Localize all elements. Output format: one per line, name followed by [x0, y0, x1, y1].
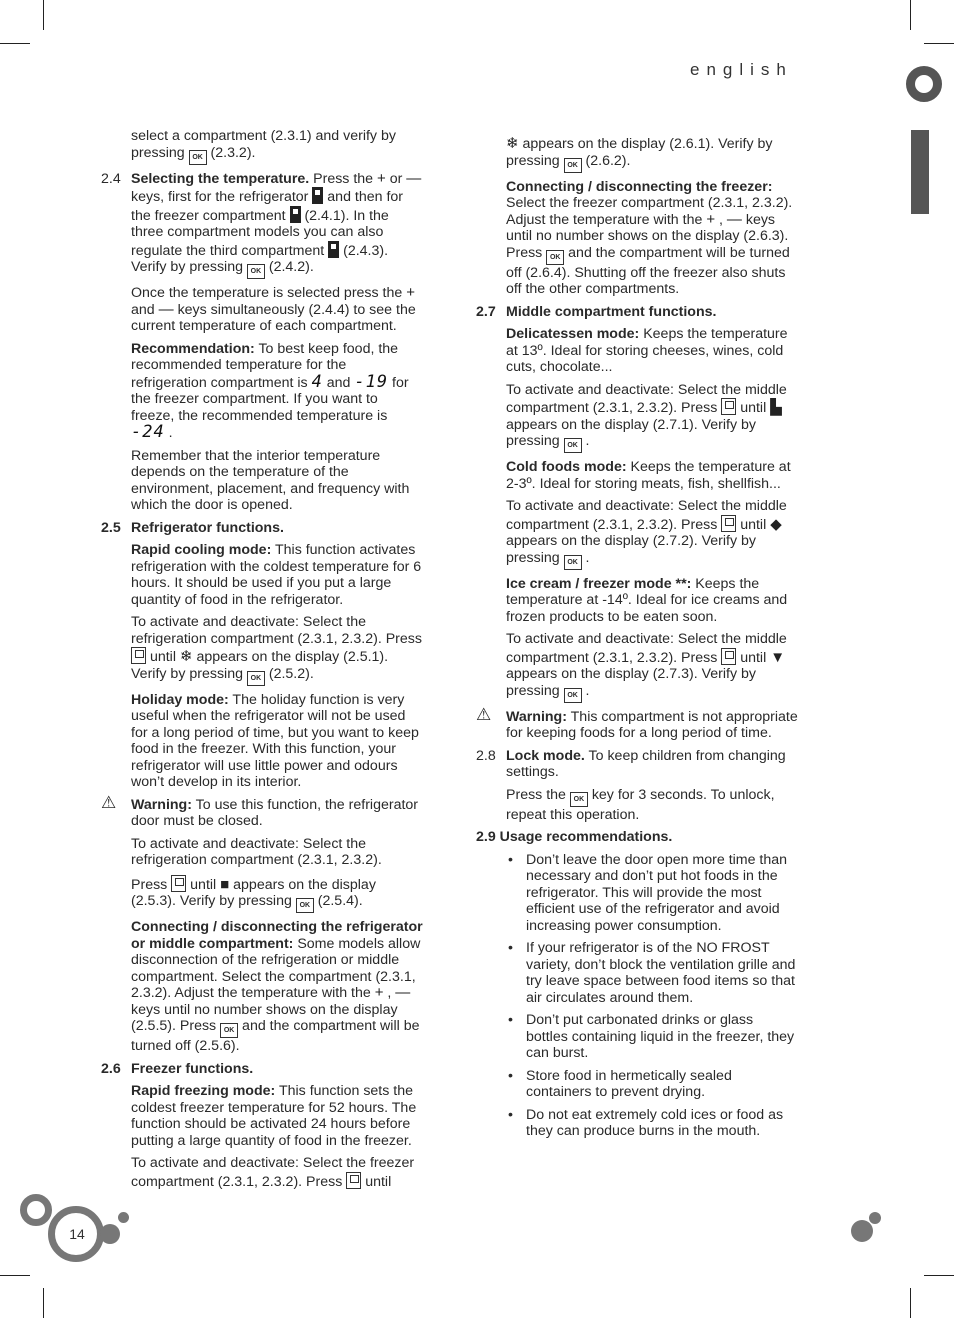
- holiday-mode: Holiday mode: The holiday function is very useful when the refrigerator will not be used for a long period of time, but you want to keep food in the freezer. With this function, your refrigerator will use little power and odours won’t develop in its interior.: [131, 691, 419, 790]
- plus-icon: +: [406, 284, 415, 301]
- section-2-7: 2.7 Middle compartment functions.: [476, 303, 717, 320]
- paragraph: Press until ■ appears on the display (2.5.3). Verify by pressing OK (2.5.4).: [101, 875, 423, 914]
- paragraph: To activate and deactivate: Select the middle compartment (2.3.1, 2.3.2). Press until ▙ appears on the display (2.7.1). Verify by pressing OK .: [476, 382, 798, 454]
- paragraph: Once the temperature is selected press the + and — keys simultaneously (2.4.4) to see the current temperature of each compartment.: [131, 284, 416, 334]
- rapid-cooling: Rapid cooling mode: This function activates refrigeration with the coldest temperature for 6 hours. It should be used if you put a large quantity of food in the refrigerator.: [131, 542, 422, 608]
- minus-icon: —: [726, 210, 742, 228]
- ok-key-icon: OK: [189, 150, 207, 165]
- middle-compartment-icon: [328, 241, 339, 258]
- warning: ⚠ Warning: This compartment is not appropriate for keeping foods for a long period of time.: [476, 704, 798, 741]
- right-column: [476, 136, 798, 1146]
- ok-key-icon: OK: [296, 898, 314, 913]
- select-key-icon: [721, 398, 736, 415]
- minus-icon: —: [158, 300, 174, 318]
- warning: ⚠ Warning: To use this function, the refrigerator door must be closed.: [101, 792, 419, 829]
- select-key-icon: [346, 1172, 361, 1189]
- fridge-compartment-icon: [312, 187, 323, 204]
- list-item: • Do not eat extremely cold ices or food as they can produce burns in the mouth.: [506, 1107, 798, 1140]
- page-number: 14: [69, 1226, 85, 1242]
- ok-key-icon: OK: [247, 264, 265, 279]
- recommendation-list: [506, 852, 798, 1140]
- plus-icon: +: [374, 984, 384, 1001]
- paragraph: ❄ appears on the display (2.6.1). Verify by pressing OK (2.6.2).: [476, 136, 798, 173]
- section-2-8: 2.8 Lock mode. To keep children from changing settings.: [476, 747, 786, 780]
- paragraph: To activate and deactivate: Select the middle compartment (2.3.1, 2.3.2). Press until ▼ appears on the display (2.7.3). Verify by pressing OK .: [476, 631, 798, 703]
- paragraph: Press the OK key for 3 seconds. To unlock, repeat this operation.: [506, 786, 775, 823]
- decor-circle: [20, 1194, 52, 1226]
- select-key-icon: [171, 875, 186, 892]
- plus-icon: +: [706, 210, 716, 228]
- decor-dot: [851, 1220, 873, 1242]
- ice-cream-icon: ▼: [770, 648, 786, 666]
- snowflake-icon: ❄: [179, 648, 193, 665]
- select-key-icon: [721, 648, 736, 665]
- connecting-freezer: Connecting / disconnecting the freezer: Select the freezer compartment (2.3.1, 2.3.2). Adjust the temperature with the + , — keys until no number shows on the display (2.6.3). Press OK and the compartment will be turned off (2.6.4). Shutting off the freezer also shuts off the other compartments.: [506, 178, 793, 297]
- crop-mark: [924, 43, 954, 44]
- bottle-icon: ▙: [770, 399, 782, 416]
- decor-circle: [906, 66, 942, 102]
- list-item: • Store food in hermetically sealed containers to prevent drying.: [506, 1068, 798, 1101]
- paragraph: To activate and deactivate: Select the refrigeration compartment (2.3.1, 2.3.2). Press until ❄ appears on the display (2.5.1). Verify by pressing OK (2.5.2).: [101, 614, 423, 686]
- crop-mark: [910, 0, 911, 30]
- ok-key-icon: OK: [546, 250, 564, 265]
- ok-key-icon: OK: [564, 158, 582, 173]
- list-item: • Don’t leave the door open more time than necessary and don’t put hot foods in the refrigerator. This will provide the most efficient use of the refrigerator and avoid increasing power consumption.: [506, 852, 798, 935]
- crop-mark: [924, 1275, 954, 1276]
- crop-mark: [43, 0, 44, 30]
- display-value: -19: [354, 371, 389, 392]
- ok-key-icon: OK: [564, 555, 582, 570]
- section-2-9: 2.9 Usage recommendations.: [476, 829, 673, 845]
- paragraph: Remember that the interior temperature depends on the temperature of the environment, placement, and frequency with which the door is opened.: [131, 447, 410, 513]
- ok-key-icon: OK: [220, 1023, 238, 1038]
- section-2-5: 2.5 Refrigerator functions.: [101, 519, 284, 536]
- crop-mark: [0, 43, 30, 44]
- rapid-freezing: Rapid freezing mode: This function sets the coldest freezer temperature for 52 hours. The function should be activated 24 hours before putting a large quantity of food in the freezer.: [131, 1083, 417, 1149]
- warning-icon: ⚠: [101, 792, 117, 812]
- section-2-6: 2.6 Freezer functions.: [101, 1060, 254, 1077]
- delicatessen-mode: Delicatessen mode: Keeps the temperature at 13º. Ideal for storing cheeses, wines, cold cuts, chocolate...: [506, 326, 788, 375]
- list-item: • Don’t put carbonated drinks or glass bottles containing liquid in the freezer, they can burst.: [506, 1012, 798, 1062]
- fish-icon: ◆: [770, 515, 782, 533]
- cold-foods-mode: Cold foods mode: Keeps the temperature at 2-3º. Ideal for storing meats, fish, shellfish...: [506, 459, 791, 492]
- language-label: english: [690, 60, 793, 79]
- ice-cream-mode: Ice cream / freezer mode **: Keeps the temperature at -14º. Ideal for ice creams and frozen products to be eaten soon.: [506, 575, 788, 625]
- ok-key-icon: OK: [564, 438, 582, 453]
- section-2-4: 2.4 Selecting the temperature. Press the + or — keys, first for the refrigerator and then for the freezer compartment (2.4.1). In the three compartment models you can also regulate the third compartment (2.4.3). Verify by pressing OK (2.4.2).: [101, 171, 423, 280]
- select-key-icon: [131, 647, 146, 664]
- crop-mark: [910, 1288, 911, 1318]
- side-tab: [911, 130, 929, 214]
- minus-icon: —: [406, 169, 422, 187]
- intro-paragraph: select a compartment (2.3.1) and verify by pressing OK (2.3.2).: [101, 128, 423, 165]
- warning-icon: ⚠: [476, 704, 492, 724]
- paragraph: To activate and deactivate: Select the freezer compartment (2.3.1, 2.3.2). Press until: [131, 1155, 415, 1190]
- plus-icon: +: [377, 169, 386, 187]
- left-column: [101, 128, 423, 1196]
- paragraph: To activate and deactivate: Select the middle compartment (2.3.1, 2.3.2). Press until ◆ appears on the display (2.7.2). Verify by pressing OK .: [476, 498, 798, 570]
- paragraph: To activate and deactivate: Select the refrigeration compartment (2.3.1, 2.3.2).: [131, 835, 382, 868]
- crop-mark: [43, 1288, 44, 1318]
- decor-dot: [869, 1212, 881, 1224]
- recommendation: Recommendation: To best keep food, the recommended temperature for the refrigeration compartment is 4 and -19 for the freezer compartment. If you want to freeze, the recommended temperature is -24 .: [131, 340, 409, 442]
- snowflake-icon: ❄: [506, 135, 519, 152]
- suitcase-icon: ■: [220, 875, 230, 893]
- ok-key-icon: OK: [570, 792, 588, 807]
- list-item: • If your refrigerator is of the NO FROST variety, don’t block the ventilation grille and try leave space between food items so that air circulates around them.: [506, 940, 798, 1006]
- ok-key-icon: OK: [247, 671, 265, 686]
- crop-mark: [0, 1275, 30, 1276]
- display-value: -24: [131, 422, 165, 442]
- decor-dot: [118, 1212, 129, 1223]
- freezer-compartment-icon: [290, 206, 301, 223]
- decor-dot: [100, 1224, 120, 1244]
- connecting-fridge: Connecting / disconnecting the refrigerator or middle compartment: Some models allow disconnection of the refrigeration or middle compartment. Select the compartment (2.3.1, 2.3.2). Adjust the temperature with the + , — keys until no number shows on the display (2.5.5). Press OK and the compartment will be turned off (2.5.6).: [131, 919, 423, 1054]
- display-value: 4: [311, 371, 323, 392]
- ok-key-icon: OK: [564, 688, 582, 703]
- minus-icon: —: [395, 984, 411, 1001]
- select-key-icon: [721, 515, 736, 532]
